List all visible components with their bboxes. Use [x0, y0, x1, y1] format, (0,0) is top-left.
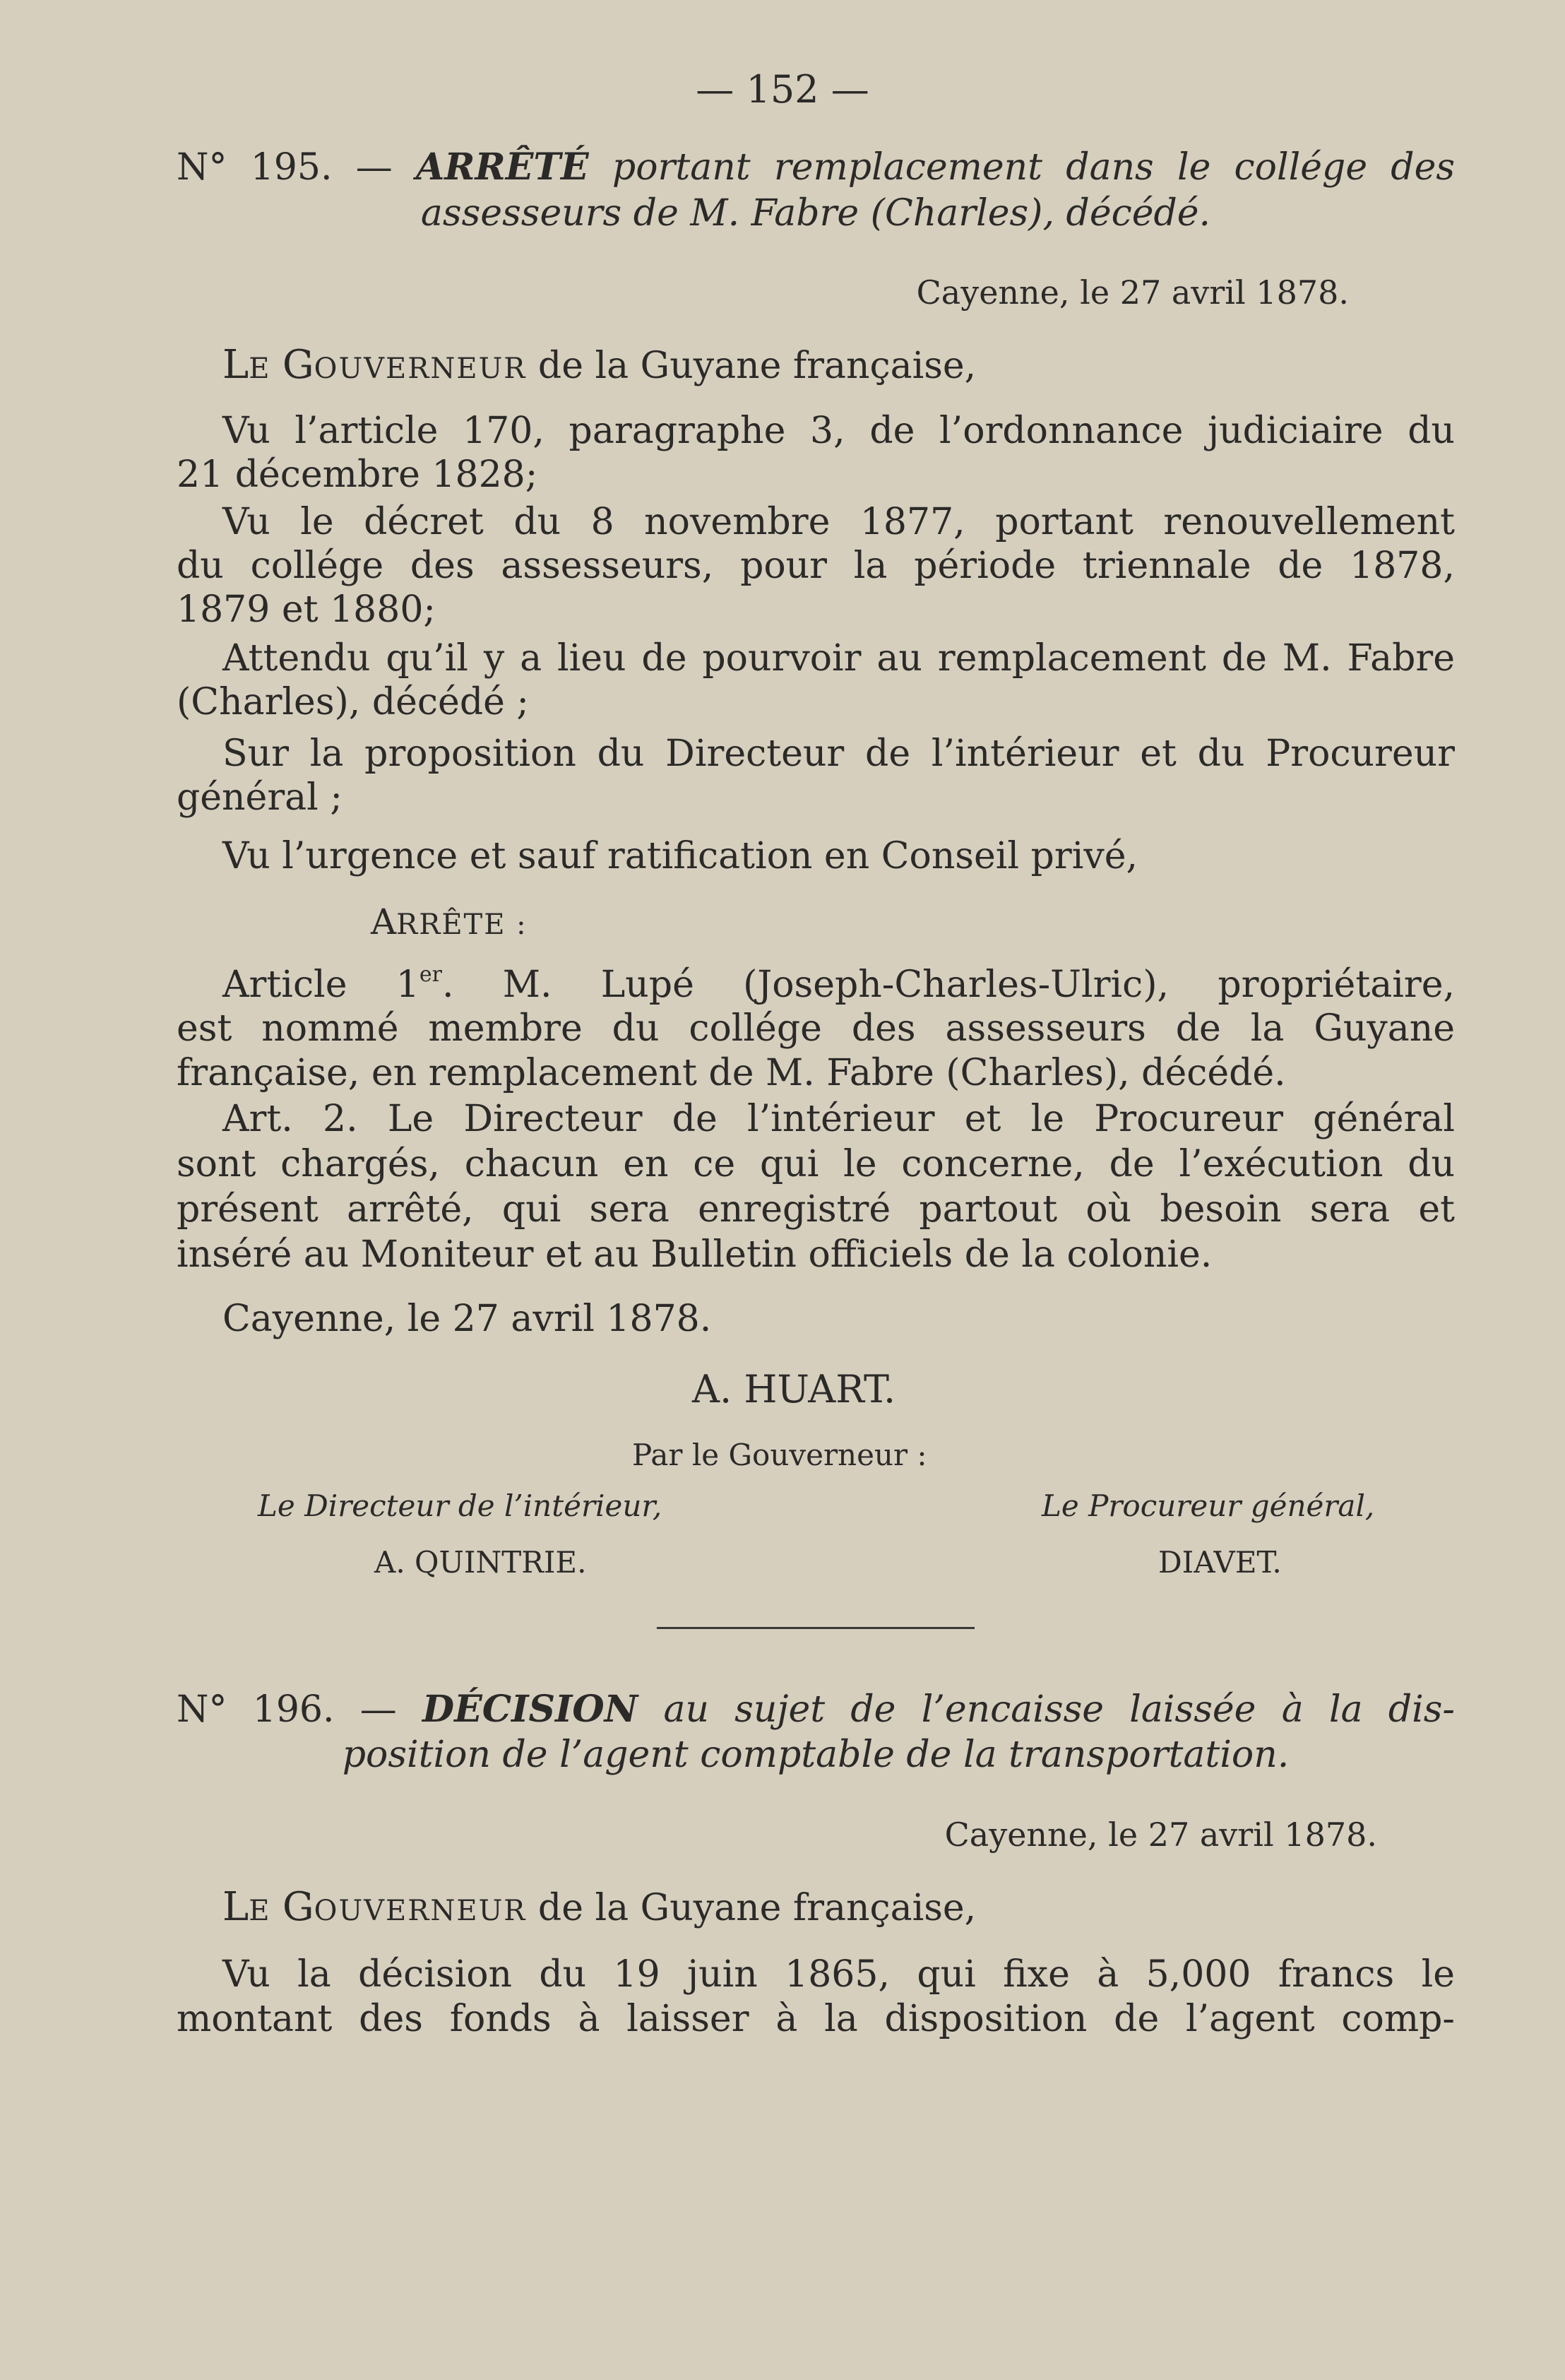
doc195-line: Sur la proposition du Directeur de l’intérieur et du Procureur	[222, 733, 1455, 775]
doc196-title-line1	[177, 1687, 1455, 1732]
doc196-gov-le-small: E	[249, 1895, 271, 1927]
doc195-title-rest: portant remplacement dans le collége des	[612, 146, 1456, 189]
doc195-directeur-name: A. QUINTRIE.	[374, 1545, 587, 1580]
doc195-article-line: sont chargés, chacun en ce qui le concerne, de l’exécution du	[177, 1143, 1455, 1185]
page-number: — 152 —	[696, 67, 869, 112]
doc195-article-line: Art. 2. Le Directeur de l’intérieur et le Procureur général	[222, 1098, 1455, 1140]
section-divider	[657, 1627, 975, 1629]
doc196-title-rest: au sujet de l’encaisse laissée à la dis-	[663, 1688, 1455, 1731]
doc195-arrete-small: RRÊTE :	[396, 908, 528, 941]
doc195-article-line: est nommé membre du collége des assesseurs de la Guyane	[177, 1007, 1455, 1050]
doc195-line: 21 décembre 1828;	[177, 454, 538, 496]
doc195-line: du collége des assesseurs, pour la période triennale de 1878,	[177, 545, 1455, 587]
doc196-dash: —	[359, 1688, 397, 1731]
doc195-line: général ;	[177, 776, 343, 819]
doc195-closing-date: Cayenne, le 27 avril 1878.	[222, 1298, 712, 1340]
doc196-dateline: Cayenne, le 27 avril 1878.	[944, 1816, 1377, 1854]
doc195-article1-line	[222, 962, 1455, 1007]
doc195-art1-post: . M. Lupé (Joseph-Charles-Ulric), propriétaire,	[441, 964, 1456, 1006]
doc195-line: Vu l’article 170, paragraphe 3, de l’ordonnance judiciaire du	[222, 410, 1455, 452]
doc195-gov-le-small: E	[249, 353, 271, 385]
doc195-article-line: inséré au Moniteur et au Bulletin officiels de la colonie.	[177, 1233, 1213, 1276]
doc195-gouverneur-line	[222, 343, 1455, 391]
doc196-gov-rest: de la Guyane française,	[537, 1887, 977, 1929]
doc196-line: montant des fonds à laisser à la disposition de l’agent comp-	[177, 1998, 1455, 2040]
doc195-title-line1	[177, 145, 1455, 190]
doc195-directeur-title: Le Directeur de l’intérieur,	[258, 1488, 662, 1523]
doc195-par-le-gouverneur: Par le Gouverneur :	[632, 1438, 927, 1472]
doc195-line: Attendu qu’il y a lieu de pourvoir au remplacement de M. Fabre	[222, 637, 1455, 680]
doc195-article-line: française, en remplacement de M. Fabre (Charles), décédé.	[177, 1052, 1286, 1094]
doc195-signatory: A. HUART.	[692, 1367, 896, 1411]
doc196-number: N° 196.	[177, 1688, 335, 1731]
doc196-line: Vu la décision du 19 juin 1865, qui fixe à 5,000 francs le	[222, 1953, 1455, 1996]
doc195-gov-g-small: OUVERNEUR	[314, 353, 527, 385]
doc195-number: N° 195.	[177, 146, 333, 189]
doc195-line: (Charles), décédé ;	[177, 681, 529, 723]
doc195-arrete-a: A	[371, 901, 397, 942]
doc195-gov-le: L	[222, 342, 249, 388]
doc195-art1-pre: Article 1	[222, 964, 419, 1006]
doc195-gov-rest: de la Guyane française,	[537, 345, 977, 387]
doc196-gov-g: G	[282, 1884, 314, 1930]
doc195-arrete-heading	[371, 899, 1455, 947]
doc195-article-line: présent arrêté, qui sera enregistré partout où besoin sera et	[177, 1188, 1455, 1231]
doc195-procureur-title: Le Procureur général,	[1042, 1488, 1375, 1523]
doc195-title-bold: ARRÊTÉ	[415, 146, 589, 189]
doc195-dateline: Cayenne, le 27 avril 1878.	[916, 273, 1349, 312]
doc195-procureur-name: DIAVET.	[1158, 1545, 1282, 1580]
doc196-title-line2	[177, 1732, 1455, 1777]
doc196-title-line2-text: position de l’agent comptable de la transportation.	[342, 1734, 1290, 1776]
doc195-line: Vu l’urgence et sauf ratification en Conseil privé,	[222, 835, 1138, 877]
doc196-title-bold: DÉCISION	[422, 1688, 638, 1731]
doc196-gov-g-small: OUVERNEUR	[314, 1895, 527, 1927]
doc196-gouverneur-line	[222, 1885, 1455, 1934]
doc195-line: Vu le décret du 8 novembre 1877, portant renouvellement	[222, 501, 1455, 543]
doc195-title-line2-text: assesseurs de M. Fabre (Charles), décédé.	[420, 192, 1211, 235]
doc195-dash: —	[355, 146, 393, 189]
doc195-gov-g: G	[282, 342, 314, 388]
doc195-art1-sup: er	[419, 962, 442, 987]
doc195-line: 1879 et 1880;	[177, 588, 436, 631]
doc196-gov-le: L	[222, 1884, 249, 1930]
doc195-title-line2	[177, 191, 1455, 236]
